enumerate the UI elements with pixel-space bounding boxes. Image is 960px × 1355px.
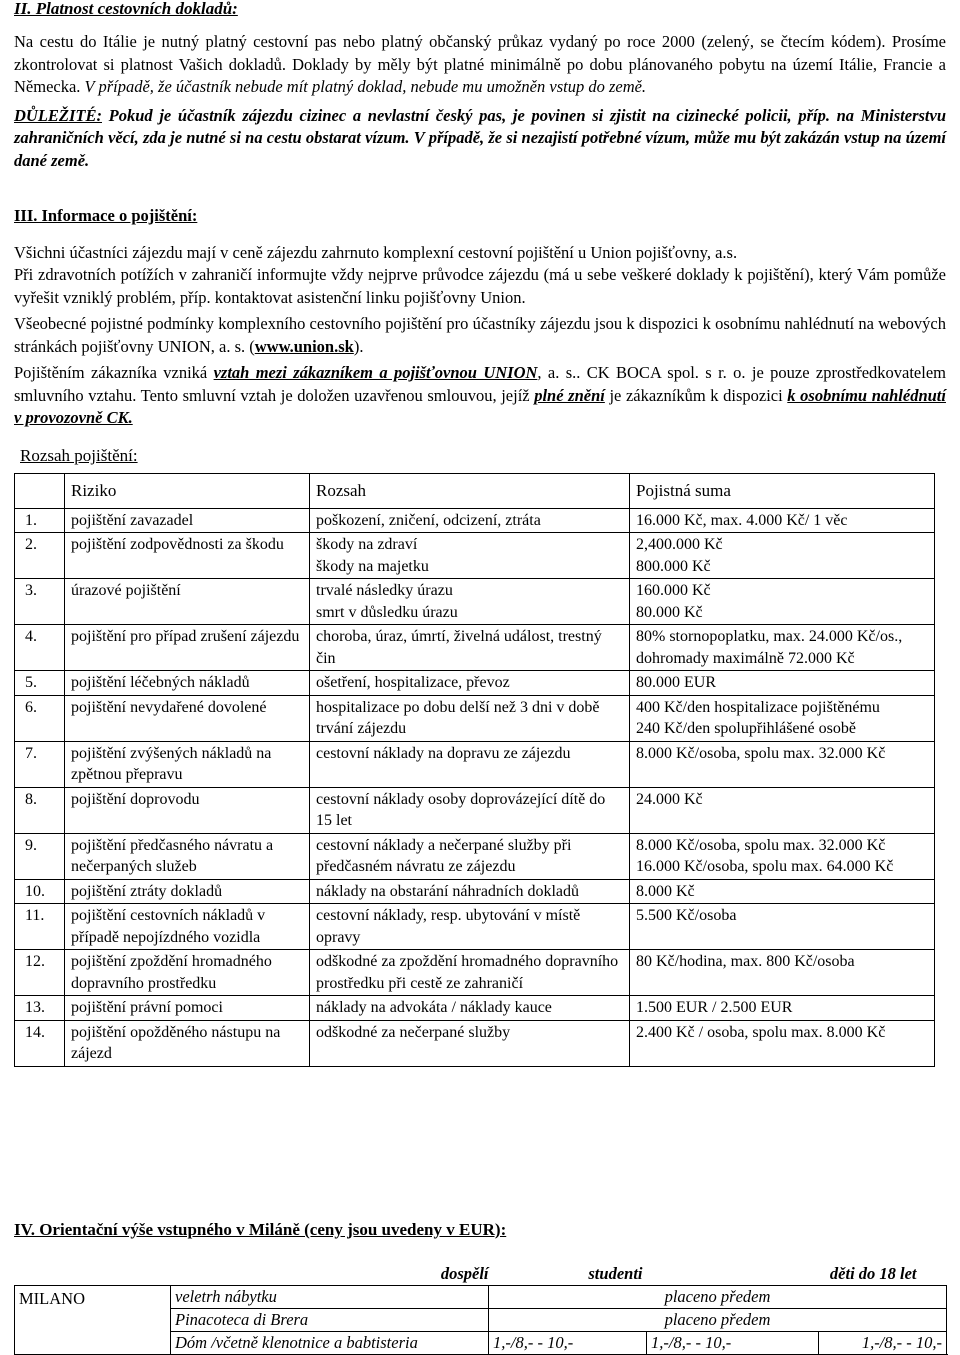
row-number: 10.	[15, 879, 65, 904]
insurance-row	[15, 695, 935, 741]
insurance-row	[15, 787, 935, 833]
scope-cell: poškození, zničení, odcizení, ztráta	[310, 508, 630, 533]
insurance-row	[15, 950, 935, 996]
row-number: 14.	[15, 1020, 65, 1066]
scope-cell: trvalé následky úrazu smrt v důsledku úrazu	[310, 579, 630, 625]
insurance-scope-title-text: Rozsah pojištění:	[20, 446, 138, 465]
museum-header-students: studenti	[588, 1264, 643, 1283]
museum-header-adults: dospělí	[440, 1264, 489, 1283]
sum-cell: 2.400 Kč / osoba, spolu max. 8.000 Kč	[630, 1020, 935, 1066]
conditions-text: Všeobecné pojistné podmínky komplexního cestovního pojištění pro účastníky zájezdu jsou k dispozici k osobnímu nahlédnutí na webových stránkách pojišťovny UNION, a. s. (	[14, 314, 946, 356]
insurance-row	[15, 879, 935, 904]
scope-cell: náklady na obstarání náhradních dokladů	[310, 879, 630, 904]
union-website-link[interactable]: www.union.sk	[254, 336, 354, 356]
validity-warning: V případě, že účastník nebude mít platný doklad, nebude mu umožněn vstup do země.	[84, 77, 647, 96]
row-number: 5.	[15, 671, 65, 696]
row-number: 13.	[15, 996, 65, 1021]
scope-cell: choroba, úraz, úmrtí, živelná událost, trestný čin	[310, 625, 630, 671]
row-number: 1.	[15, 508, 65, 533]
museum-place: veletrh nábytku	[171, 1286, 489, 1309]
insurance-table-header	[15, 474, 935, 509]
risk-cell: pojištění právní pomoci	[65, 996, 310, 1021]
insurance-row	[15, 625, 935, 671]
row-number: 8.	[15, 787, 65, 833]
sum-cell: 8.000 Kč	[630, 879, 935, 904]
museum-table-wrap	[14, 1263, 947, 1355]
insurance-included-paragraph: Všichni účastníci zájezdu mají v ceně zájezdu zahrnuto komplexní cestovní pojištění u Union pojišťovny, a.s.	[14, 242, 738, 262]
scope-cell: cestovní náklady osoby doprovázející dítě do 15 let	[310, 787, 630, 833]
header-risk: Riziko	[65, 474, 310, 509]
risk-cell: pojištění cestovních nákladů v případě nepojízdného vozidla	[65, 904, 310, 950]
scope-cell: ošetření, hospitalizace, převoz	[310, 671, 630, 696]
risk-cell: pojištění léčebných nákladů	[65, 671, 310, 696]
row-number: 6.	[15, 695, 65, 741]
section-3-title: III. Informace o pojištění:	[14, 206, 198, 225]
section-2-title: II. Platnost cestovních dokladů:	[14, 0, 238, 18]
risk-cell: pojištění zavazadel	[65, 508, 310, 533]
insurance-row	[15, 833, 935, 879]
sum-cell: 80% stornopoplatku, max. 24.000 Kč/os., dohromady maximálně 72.000 Kč	[630, 625, 935, 671]
museum-price-children: 1,-/8,- - 10,-	[819, 1332, 947, 1355]
risk-cell: pojištění zvýšených nákladů na zpětnou přepravu	[65, 741, 310, 787]
risk-cell: pojištění doprovodu	[65, 787, 310, 833]
museum-table-body	[15, 1263, 947, 1355]
insurance-row	[15, 579, 935, 625]
important-label: DŮLEŽITÉ:	[14, 105, 102, 125]
sum-cell: 400 Kč/den hospitalizace pojištěnému 240 Kč/den spolupřihlášené osobě	[630, 695, 935, 741]
insurance-scope-title	[20, 446, 138, 466]
contract-text-a: Pojištěním zákazníka vzniká	[14, 363, 214, 382]
museum-table-header	[15, 1263, 947, 1286]
museum-row	[15, 1286, 947, 1309]
insurance-row	[15, 996, 935, 1021]
museum-header-children: děti do 18 let	[829, 1264, 917, 1283]
insurance-row	[15, 533, 935, 579]
validity-paragraph	[14, 31, 946, 99]
section-3-title-line	[14, 205, 946, 228]
museum-header-empty	[15, 1263, 171, 1286]
sum-cell: 80 Kč/hodina, max. 800 Kč/osoba	[630, 950, 935, 996]
scope-cell: cestovní náklady, resp. ubytování v místě opravy	[310, 904, 630, 950]
row-number: 3.	[15, 579, 65, 625]
risk-cell: pojištění předčasného návratu a nečerpaných služeb	[65, 833, 310, 879]
risk-cell: pojištění opožděného nástupu na zájezd	[65, 1020, 310, 1066]
insurance-row	[15, 1020, 935, 1066]
contract-text-c: je zákazníkům k dispozici	[604, 385, 788, 405]
insurance-table-wrap	[14, 473, 935, 1067]
important-notice	[14, 105, 946, 173]
section-4-title	[14, 1220, 506, 1240]
risk-cell: pojištění ztráty dokladů	[65, 879, 310, 904]
insurance-row	[15, 741, 935, 787]
insurance-table	[14, 473, 935, 1067]
risk-cell: pojištění zpoždění hromadného dopravního prostředku	[65, 950, 310, 996]
insurance-table-body	[15, 474, 935, 1067]
museum-table	[14, 1263, 947, 1355]
row-number: 9.	[15, 833, 65, 879]
contract-underline-2: plné znění	[534, 385, 605, 405]
scope-cell: odškodné za zpoždění hromadného dopravního prostředku při cestě ze zahraničí	[310, 950, 630, 996]
museum-price-adults: 1,-/8,- - 10,-	[489, 1332, 647, 1355]
sum-cell: 160.000 Kč 80.000 Kč	[630, 579, 935, 625]
section-3-body	[14, 205, 946, 430]
museum-prepaid: placeno předem	[489, 1286, 947, 1309]
insurance-row	[15, 671, 935, 696]
sum-cell: 16.000 Kč, max. 4.000 Kč/ 1 věc	[630, 508, 935, 533]
header-sum: Pojistná suma	[630, 474, 935, 509]
risk-cell: pojištění zodpovědnosti za škodu	[65, 533, 310, 579]
scope-cell: náklady na advokáta / náklady kauce	[310, 996, 630, 1021]
museum-prepaid: placeno předem	[489, 1309, 947, 1332]
sum-cell: 1.500 EUR / 2.500 EUR	[630, 996, 935, 1021]
row-number: 7.	[15, 741, 65, 787]
sum-cell: 2,400.000 Kč 800.000 Kč	[630, 533, 935, 579]
scope-cell: škody na zdraví škody na majetku	[310, 533, 630, 579]
row-number: 4.	[15, 625, 65, 671]
scope-cell: cestovní náklady a nečerpané služby při předčasném návratu ze zájezdu	[310, 833, 630, 879]
contract-underline-1: vztah mezi zákazníkem a pojišťovnou UNION	[213, 363, 538, 382]
row-number: 2.	[15, 533, 65, 579]
museum-place: Pinacoteca di Brera	[171, 1309, 489, 1332]
sum-cell: 24.000 Kč	[630, 787, 935, 833]
sum-cell: 8.000 Kč/osoba, spolu max. 32.000 Kč 16.000 Kč/osoba, spolu max. 64.000 Kč	[630, 833, 935, 879]
header-scope: Rozsah	[310, 474, 630, 509]
section-4-title-text: IV. Orientační výše vstupného v Miláně (ceny jsou uvedeny v EUR):	[14, 1220, 507, 1239]
contract-paragraph	[14, 362, 946, 430]
city-cell: MILANO	[15, 1286, 171, 1355]
row-number: 11.	[15, 904, 65, 950]
validity-text: Na cestu do Itálie je nutný platný cestovní pas nebo platný občanský průkaz vydaný po roce 2000 (zelený, se čtecím kódem). Prosíme zkontrolovat si platnost Vašich dokladů. Doklady by měly být platné minimálně po dobu plánovaného pobytu na území Itálie, Francie a Německa.	[14, 32, 946, 96]
sum-cell: 5.500 Kč/osoba	[630, 904, 935, 950]
risk-cell: pojištění nevydařené dovolené	[65, 695, 310, 741]
scope-cell: hospitalizace po dobu delší než 3 dni v době trvání zájezdu	[310, 695, 630, 741]
contract-underline-3: k osobnímu nahlédnutí v provozovně CK.	[14, 385, 946, 427]
scope-cell: cestovní náklady na dopravu ze zájezdu	[310, 741, 630, 787]
conditions-paragraph	[14, 313, 946, 358]
sum-cell: 80.000 EUR	[630, 671, 935, 696]
sum-cell: 8.000 Kč/osoba, spolu max. 32.000 Kč	[630, 741, 935, 787]
risk-cell: úrazové pojištění	[65, 579, 310, 625]
insurance-row	[15, 904, 935, 950]
header-empty-cell	[15, 474, 65, 509]
contract-text-b: , a. s.. CK BOCA spol. s r. o. je pouze zprostředkovatelem smluvního vztahu. Tento smluvní vztah je doložen uzavřenou smlouvou, jejíž	[14, 363, 946, 405]
risk-cell: pojištění pro případ zrušení zájezdu	[65, 625, 310, 671]
section-2-body	[14, 31, 946, 172]
conditions-text-end: ).	[353, 336, 364, 356]
museum-price-students: 1,-/8,- - 10,-	[647, 1332, 819, 1355]
health-problems-paragraph: Při zdravotních potížích v zahraničí informujte vždy nejprve průvodce zájezdu (má u sebe veškeré doklady k pojištění), který Vám pomůže vyřešit vzniklý problém, příp. kontaktovat asistenční linku pojišťovny Union.	[14, 265, 946, 307]
scope-cell: odškodné za nečerpané služby	[310, 1020, 630, 1066]
important-text: Pokud je účastník zájezdu cizinec a nevlastní český pas, je povinen si zjistit na cizinecké policii, příp. na Ministerstvu zahraničních věcí, zda je nutné si na cestu obstarat vízum. V případě, že si nezajistí potřebné vízum, může mu být zakázán vstup na území dané země.	[14, 105, 946, 170]
museum-place: Dóm /včetně klenotnice a babtisteria	[171, 1332, 489, 1355]
row-number: 12.	[15, 950, 65, 996]
insurance-row	[15, 508, 935, 533]
